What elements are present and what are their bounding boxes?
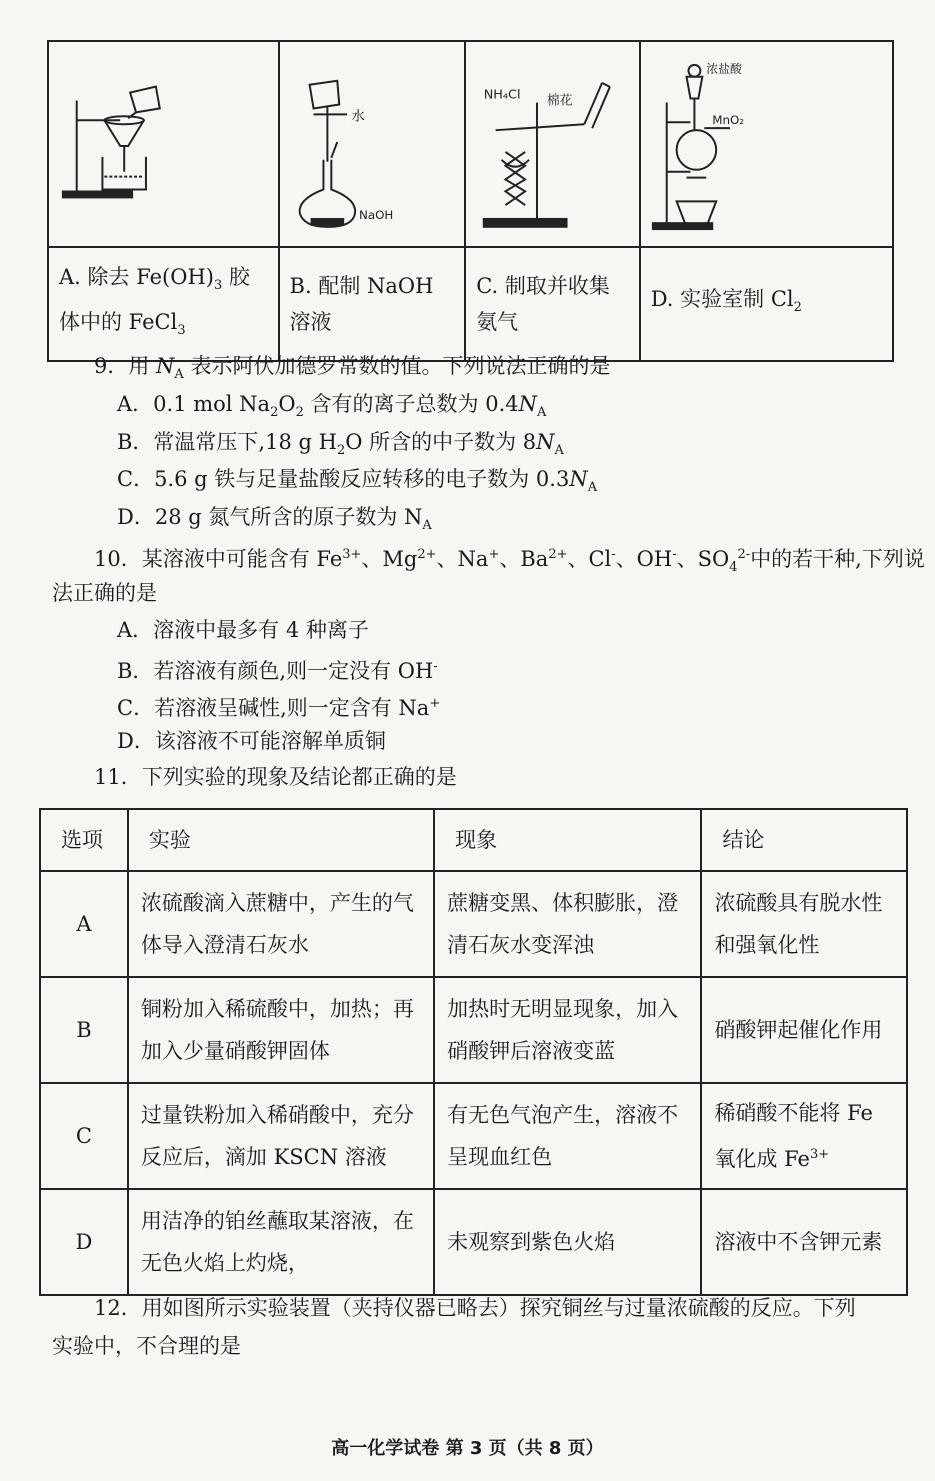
caption-d: D. 实验室制 $Cl_2$ xyxy=(640,247,893,361)
mno2-label: MnO₂ xyxy=(711,113,744,128)
row-option: A xyxy=(40,871,128,977)
apparatus-d-cell xyxy=(640,41,893,247)
page-footer: 高一化学试卷 第 3 页（共 8 页） xyxy=(331,1438,604,1459)
table-row xyxy=(40,977,907,1083)
cotton-label: 棉花 xyxy=(547,93,573,109)
volumetric-flask-figure xyxy=(280,42,465,246)
table-header-row xyxy=(40,809,907,871)
q9-stem: 9．用 $N_A$ 表示阿伏加德罗常数的值。下列说法正确的是 xyxy=(94,354,611,383)
row-conclusion: 稀硝酸不能将 Fe 氧化成 $Fe^{3+}$ xyxy=(701,1083,907,1189)
row-conclusion: 溶液中不含钾元素 xyxy=(701,1189,907,1295)
ammonia-apparatus-figure xyxy=(466,42,639,246)
apparatus-b-cell xyxy=(279,41,466,247)
apparatus-c-cell xyxy=(465,41,640,247)
header-option: 选项 xyxy=(40,809,128,871)
naoh-label: NaOH xyxy=(358,208,393,223)
row-option: D xyxy=(40,1189,128,1295)
filtration-apparatus-figure xyxy=(49,42,278,246)
table-row xyxy=(40,1189,907,1295)
row-phenomenon: 未观察到紫色火焰 xyxy=(434,1189,701,1295)
row-experiment: 用洁净的铂丝蘸取某溶液，在无色火焰上灼烧， xyxy=(128,1189,434,1295)
header-conclusion: 结论 xyxy=(701,809,907,871)
row-phenomenon: 加热时无明显现象，加入硝酸钾后溶液变蓝 xyxy=(434,977,701,1083)
table-row xyxy=(40,1083,907,1189)
q10-stem-line2: 法正确的是 xyxy=(52,581,157,605)
row-experiment: 过量铁粉加入稀硝酸中，充分反应后，滴加 KSCN 溶液 xyxy=(128,1083,434,1189)
row-option: C xyxy=(40,1083,128,1189)
row-phenomenon: 有无色气泡产生，溶液不呈现血红色 xyxy=(434,1083,701,1189)
q10-option-b: B．若溶液有颜色,则一定没有 OH- xyxy=(117,659,438,683)
header-phenomenon: 现象 xyxy=(434,809,701,871)
q10-option-c: C．若溶液呈碱性,则一定含有 Na+ xyxy=(117,696,441,720)
apparatus-table xyxy=(47,40,894,362)
water-label: 水 xyxy=(350,108,365,125)
row-conclusion: 浓硫酸具有脱水性和强氧化性 xyxy=(701,871,907,977)
caption-a: A. 除去 $Fe(OH)_3$ 胶体中的 FeCl$_3$ xyxy=(48,247,279,361)
q9-option-d: D．28 g 氮气所含的原子数为 $N_A$ xyxy=(117,505,432,534)
row-experiment: 浓硫酸滴入蔗糖中，产生的气体导入澄清石灰水 xyxy=(128,871,434,977)
q10-option-a: A．溶液中最多有 4 种离子 xyxy=(117,618,369,642)
q9-option-c: C．5.6 g 铁与足量盐酸反应转移的电子数为 $0.3N_A$ xyxy=(117,467,598,496)
conc-hcl-label: 浓盐酸 xyxy=(706,61,742,76)
nh4cl-label: NH₄Cl xyxy=(483,87,521,103)
apparatus-a-cell xyxy=(48,41,279,247)
q10-stem-line1: 10．某溶液中可能含有 $Fe^{3+}$、$Mg^{2+}$、Na+、$Ba^{2+}$、Cl-、OH-、$SO_4^{2-}$中的若干种,下列说 xyxy=(94,547,925,576)
experiment-table xyxy=(39,808,908,1296)
row-experiment: 铜粉加入稀硫酸中，加热；再加入少量硝酸钾固体 xyxy=(128,977,434,1083)
chlorine-apparatus-figure xyxy=(641,42,892,246)
header-experiment: 实验 xyxy=(128,809,434,871)
row-option: B xyxy=(40,977,128,1083)
caption-c: C. 制取并收集氨气 xyxy=(465,247,640,361)
q9-option-a: A．0.1 mol $Na_2O_2$ 含有的离子总数为 $0.4N_A$ xyxy=(117,392,547,421)
q11-stem: 11．下列实验的现象及结论都正确的是 xyxy=(94,765,457,789)
row-conclusion: 硝酸钾起催化作用 xyxy=(701,977,907,1083)
q10-option-d: D．该溶液不可能溶解单质铜 xyxy=(117,729,386,753)
q9-option-b: B．常温常压下,18 g $H_2O$ 所含的中子数为 $8N_A$ xyxy=(117,430,564,459)
q12-stem-line1: 12．用如图所示实验装置（夹持仪器已略去）探究铜丝与过量浓硫酸的反应。下列 xyxy=(94,1296,856,1320)
caption-b: B. 配制 NaOH 溶液 xyxy=(279,247,466,361)
table-row xyxy=(40,871,907,977)
q12-stem-line2: 实验中，不合理的是 xyxy=(52,1334,241,1358)
row-phenomenon: 蔗糖变黑、体积膨胀，澄清石灰水变浑浊 xyxy=(434,871,701,977)
